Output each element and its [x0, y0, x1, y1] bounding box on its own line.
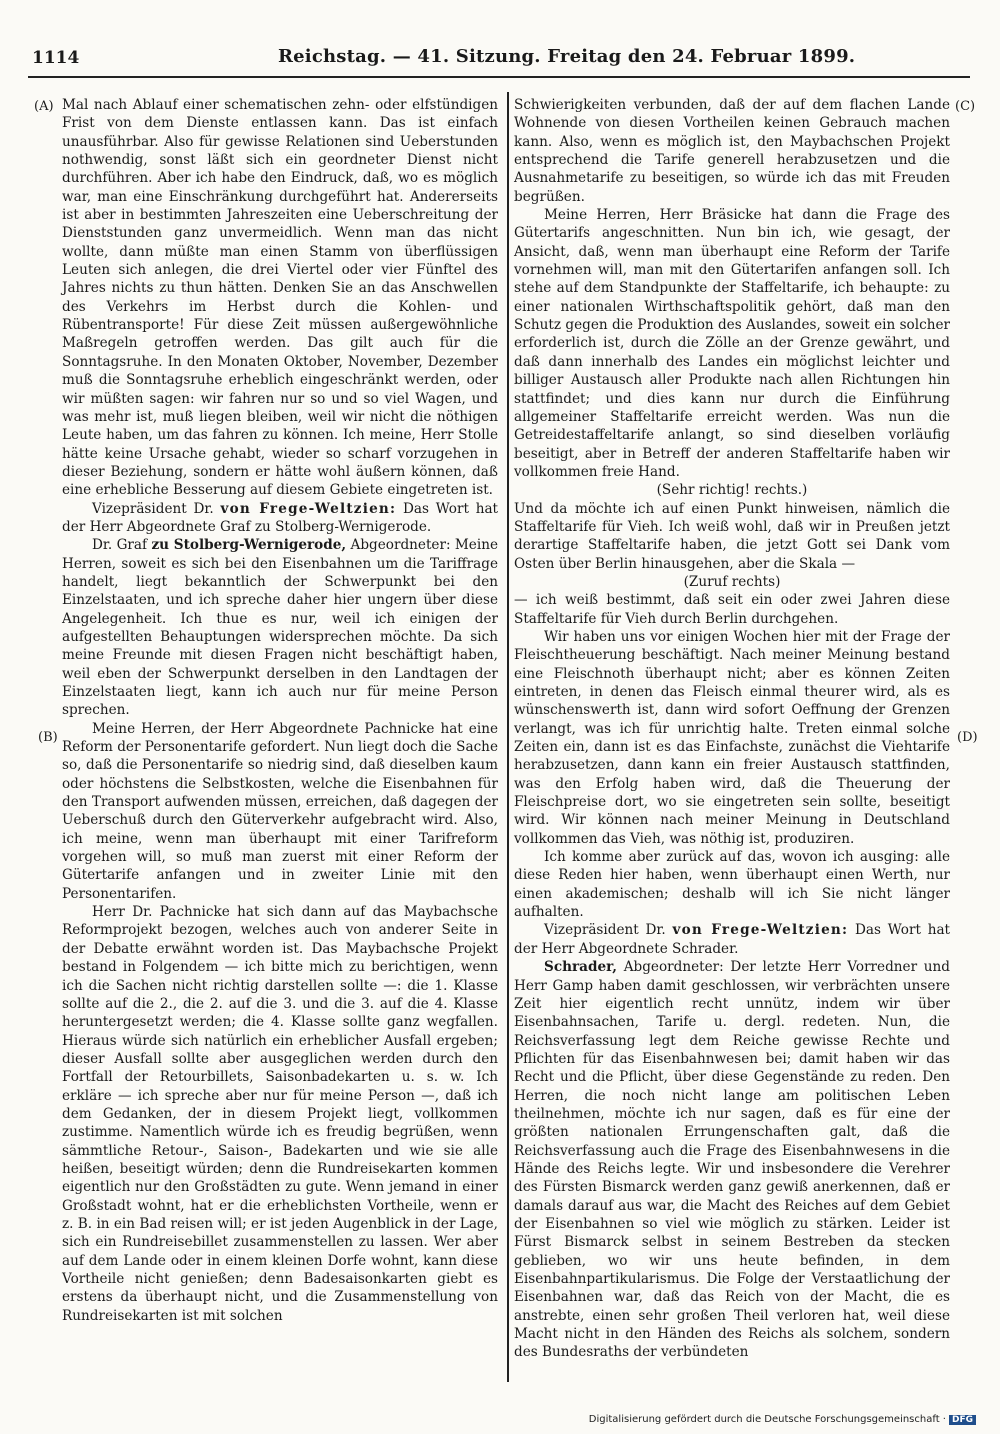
digitization-credit: [589, 1414, 976, 1425]
interjection: (Sehr richtig! rechts.): [656, 482, 808, 499]
header-rule: [28, 76, 970, 78]
paragraph: Schwierigkeiten verbunden, daß der auf dem flachen Lande Wohnende von diesen Vortheilen keinen Gebrauch machen kann. Also, wenn es möglich ist, den Maybachschen Projekt entsprechend die Tarife generell herabzusetzen und die Ausnahmetarife zu beseitigen, so würde ich das mit Freuden begrüßen.: [514, 97, 950, 205]
column-divider: [507, 92, 509, 1382]
paragraph: Ich komme aber zurück auf das, wovon ich ausging: alle diese Reden hier haben, wenn überhaupt einen Werth, nur einen akademischen; deshalb will ich Sie nicht länger aufhalten.: [514, 849, 950, 921]
speech-text: Das Wort hat der Herr Abgeordnete Graf zu Stolberg-Wernigerode.: [62, 500, 499, 535]
speaker-role: Dr. Graf: [92, 537, 148, 554]
paragraph: Meine Herren, Herr Bräsicke hat dann die Frage des Gütertarifs angeschnitten. Nun bin ich, wie gesagt, der Ansicht, daß, wenn man überhaupt eine Reform der Tarife vornehmen will, man mit den Gütertarifen anfangen soll. Ich stehe auf dem Standpunkte der Staffeltarife, ich behaupte: zu einer nationalen Wirthschaftspolitik gehört, daß man den Schutz gegen die Produktion des Auslandes, soweit ein solcher erforderlich ist, durch die Zölle an der Grenze gewährt, und daß dann innerhalb des Landes ein möglichst leichter und billiger Austausch aller Produkte nach allen Richtungen hin stattfindet; und dies kann nur durch die Einführung allgemeiner Staffeltarife erreicht werden. Was nun die Getreidestaffeltarife anlangt, so sind dieselben vorläufig beseitigt, aber in Betreff der anderen Staffeltarife haben wir vollkommen freie Hand.: [514, 207, 950, 480]
speaker-role: Vizepräsident Dr.: [544, 922, 666, 939]
speech-text: Abgeordneter: Der letzte Herr Vorredner und Herr Gamp haben damit geschlossen, wir verbrächten unsere Zeit hier eigentlich recht unnütz, indem wir über Eisenbahnsachen, Tarife u. dergl. redeten. Nun, die Reichsverfassung legt dem Reiche gewisse Rechte und Pflichten für das Eisenbahnwesen bei; damit haben wir das Recht und die Pflicht, über diese Gegenstände zu reden. Den Herren, die noch nicht lange am politischen Leben theilnehmen, möchte ich nur sagen, daß es für eine der größten nationalen Errungenschaften galt, daß die Reichsverfassung auch die Frage des Eisenbahnwesens in die Hände des Reichs legte. Wir und insbesondere die Verehrer des Fürsten Bismarck werden ganz gewiß anerkennen, daß er damals darauf aus war, die Macht des Reiches auf dem Gebiet der Eisenbahnen so viel wie möglich zu stärken. Leider ist Fürst Bismarck selbst in seinem Bestreben da stecken geblieben, wo wir uns heute befinden, in dem Eisenbahnpartikularismus. Die Folge der Verstaatlichung der Eisenbahnen war, daß das Reich von der Macht, die es anstrebte, einen sehr großen Theil verloren hat, weil diese Macht nicht in den Händen des Reichs als solchem, sondern des Bundesraths der verbündeten: [514, 959, 950, 1361]
speaker-role: Vizepräsident Dr.: [92, 500, 214, 517]
speaker-paragraph: [514, 921, 950, 958]
speech-text: Abgeordneter: Meine Herren, soweit es sich bei den Eisenbahnen um die Tariffrage handelt, liegt bekanntlich der Schwerpunkt bei den Einzelstaaten, und ich spreche daher hier ungern über diese Angelegenheit. Ich thue es nur, weil ich einigen der aufgestellten Behauptungen widersprechen möchte. Da sich meine Freunde mit diesen Fragen nicht beschäftigt haben, weil eben der Schwerpunkt derselben in den Landtagen der Einzelstaaten liegt, kann ich auch nur für meine Person sprechen.: [62, 537, 498, 719]
left-column: [62, 96, 498, 1325]
dfg-logo: DFG: [949, 1415, 976, 1425]
credit-text: Digitalisierung gefördert durch die Deutsche Forschungsgemeinschaft ·: [588, 1414, 946, 1425]
speaker-paragraph: [62, 500, 498, 537]
speaker-paragraph: [62, 536, 498, 719]
speaker-name: Schrader,: [544, 959, 618, 976]
page-header: [28, 40, 970, 74]
margin-marker-d: (D): [957, 730, 978, 745]
margin-marker-a: (A): [34, 99, 54, 114]
paragraph: Wir haben uns vor einigen Wochen hier mit der Frage der Fleischtheuerung beschäftigt. Nach meiner Meinung bestand eine Fleischnoth überhaupt nicht; aber es können Zeiten eintreten, in denen das Fleisch einmal theurer wird, als es wünschenswerth ist, dann wird sofort Oeffnung der Grenzen verlangt, was ich für unrichtig halte. Treten einmal solche Zeiten ein, dann ist es das Einfachste, zunächst die Viehtarife herabzusetzen, dann kann ein freier Austausch stattfinden, was den Erfolg haben wird, daß die Theuerung der Fleischpreise dort, wo sie eingetreten sein sollte, beseitigt wird. Wir können nach meiner Meinung in Deutschland vollkommen das Vieh, was nöthig ist, produziren.: [514, 628, 950, 847]
interjection: (Zuruf rechts): [683, 573, 781, 590]
running-head: Reichstag. — 41. Sitzung. Freitag den 24. Februar 1899.: [278, 46, 856, 67]
margin-marker-c: (C): [955, 99, 976, 114]
speaker-name: von Frege-Weltzien:: [220, 500, 397, 517]
paragraph: Mal nach Ablauf einer schematischen zehn- oder elfstündigen Frist von dem Dienste entlassen kann. Das ist einfach unausführbar. Also für gewisse Relationen sind Ueberstunden nothwendig, sonst läßt sich ein geordneter Dienst nicht durchführen. Aber ich habe den Eindruck, daß, wo es möglich war, man eine Einschränkung durchgeführt hat. Andererseits ist aber in bestimmten Jahreszeiten eine Ueberschreitung der Dienststunden ganz unvermeidlich. Wenn man das nicht wollte, dann müßte man einen Stamm von überflüssigen Leuten sich anlegen, die drei Viertel oder vier Fünftel des Jahres nichts zu thun hätten. Denken Sie an das Anschwellen des Verkehrs im Herbst durch die Kohlen- und Rübentransporte! Für diese Zeit müssen außergewöhnliche Maßregeln getroffen werden. Das gilt auch für die Sonntagsruhe. In den Monaten Oktober, November, Dezember muß die Sonntagsruhe erheblich eingeschränkt werden, oder wir müßten sagen: wir fahren nur so und so viel Wagen, und was mehr ist, muß liegen bleiben, weil wir nicht die nöthigen Leute haben, um das fahren zu können. Ich meine, Herr Stolle hätte keine Ursache gehabt, wieder so scharf vorzugehen in dieser Beziehung, sondern er hätte wohl äußern können, daß eine erhebliche Besserung auf diesem Gebiete eingetreten ist.: [62, 97, 498, 499]
speaker-name: zu Stolberg-Wernigerode,: [151, 537, 347, 554]
paragraph: Herr Dr. Pachnicke hat sich dann auf das Maybachsche Reformprojekt bezogen, welches auch von anderer Seite in der Debatte erwähnt worden ist. Das Maybachsche Projekt bestand in Folgendem — ich bitte mich zu berichtigen, wenn ich die Sachen nicht richtig darstellen sollte —: die 1. Klasse sollte auf die 2., die 2. auf die 3. und die 3. auf die 4. Klasse heruntergesetzt werden; die 4. Klasse sollte ganz wegfallen. Hieraus würde sich natürlich ein erheblicher Ausfall ergeben; dieser Ausfall sollte aber ausgeglichen werden durch den Fortfall der Retourbillets, Saisonbadekarten u. s. w. Ich erkläre — ich spreche aber nur für meine Person —, daß ich dem Gedanken, der in diesem Projekt liegt, vollkommen zustimme. Namentlich würde ich es freudig begrüßen, wenn sämmtliche Retour-, Saison-, Badekarten und wie sie alle heißen, beseitigt würden; denn die Rundreisekarten kommen eigentlich nur den Großstädten zu gute. Wenn jemand in einer Großstadt wohnt, hat er die erheblichsten Vortheile, wenn er z. B. in ein Bad reisen will; er ist jeden Augenblick in der Lage, sich ein Rundreisebillet zusammenstellen zu lassen. Wer aber auf dem Lande oder in einem kleinen Dorfe wohnt, kann diese Vortheile nicht genießen; denn Badesaisonkarten giebt es erstens da überhaupt nicht, und die Zusammenstellung von Rundreisekarten ist mit solchen: [62, 904, 498, 1324]
margin-marker-b: (B): [38, 730, 58, 745]
paragraph: Und da möchte ich auf einen Punkt hinweisen, nämlich die Staffeltarife für Vieh. Ich weiß wohl, daß wir in Preußen jetzt derartige Staffeltarife haben, die jetzt Gott sei Dank vom Osten über Berlin hinausgehen, aber die Skala —: [514, 500, 950, 572]
paragraph: — ich weiß bestimmt, daß seit ein oder zwei Jahren diese Staffeltarife für Vieh durch Berlin durchgehen.: [514, 592, 950, 627]
page-number: 1114: [32, 48, 80, 68]
speaker-name: von Frege-Weltzien:: [672, 922, 849, 939]
speaker-paragraph: [514, 958, 950, 1362]
paragraph: Meine Herren, der Herr Abgeordnete Pachnicke hat eine Reform der Personentarife gefordert. Nun liegt doch die Sache so, daß die Personentarife so niedrig sind, daß dieselben kaum oder höchstens die Selbstkosten, welche die Eisenbahnen für den Transport aufwenden müssen, erreichen, daß dagegen der Ueberschuß durch den Güterverkehr aufgebracht wird. Also, ich meine, wenn man überhaupt mit einer Tarifreform vorgehen will, so muß man zuerst mit einer Reform der Gütertarife anfangen und in zweiter Linie mit den Personentarifen.: [62, 720, 498, 902]
right-column: [514, 96, 950, 1362]
speech-text: Das Wort hat der Herr Abgeordnete Schrader.: [514, 922, 951, 957]
